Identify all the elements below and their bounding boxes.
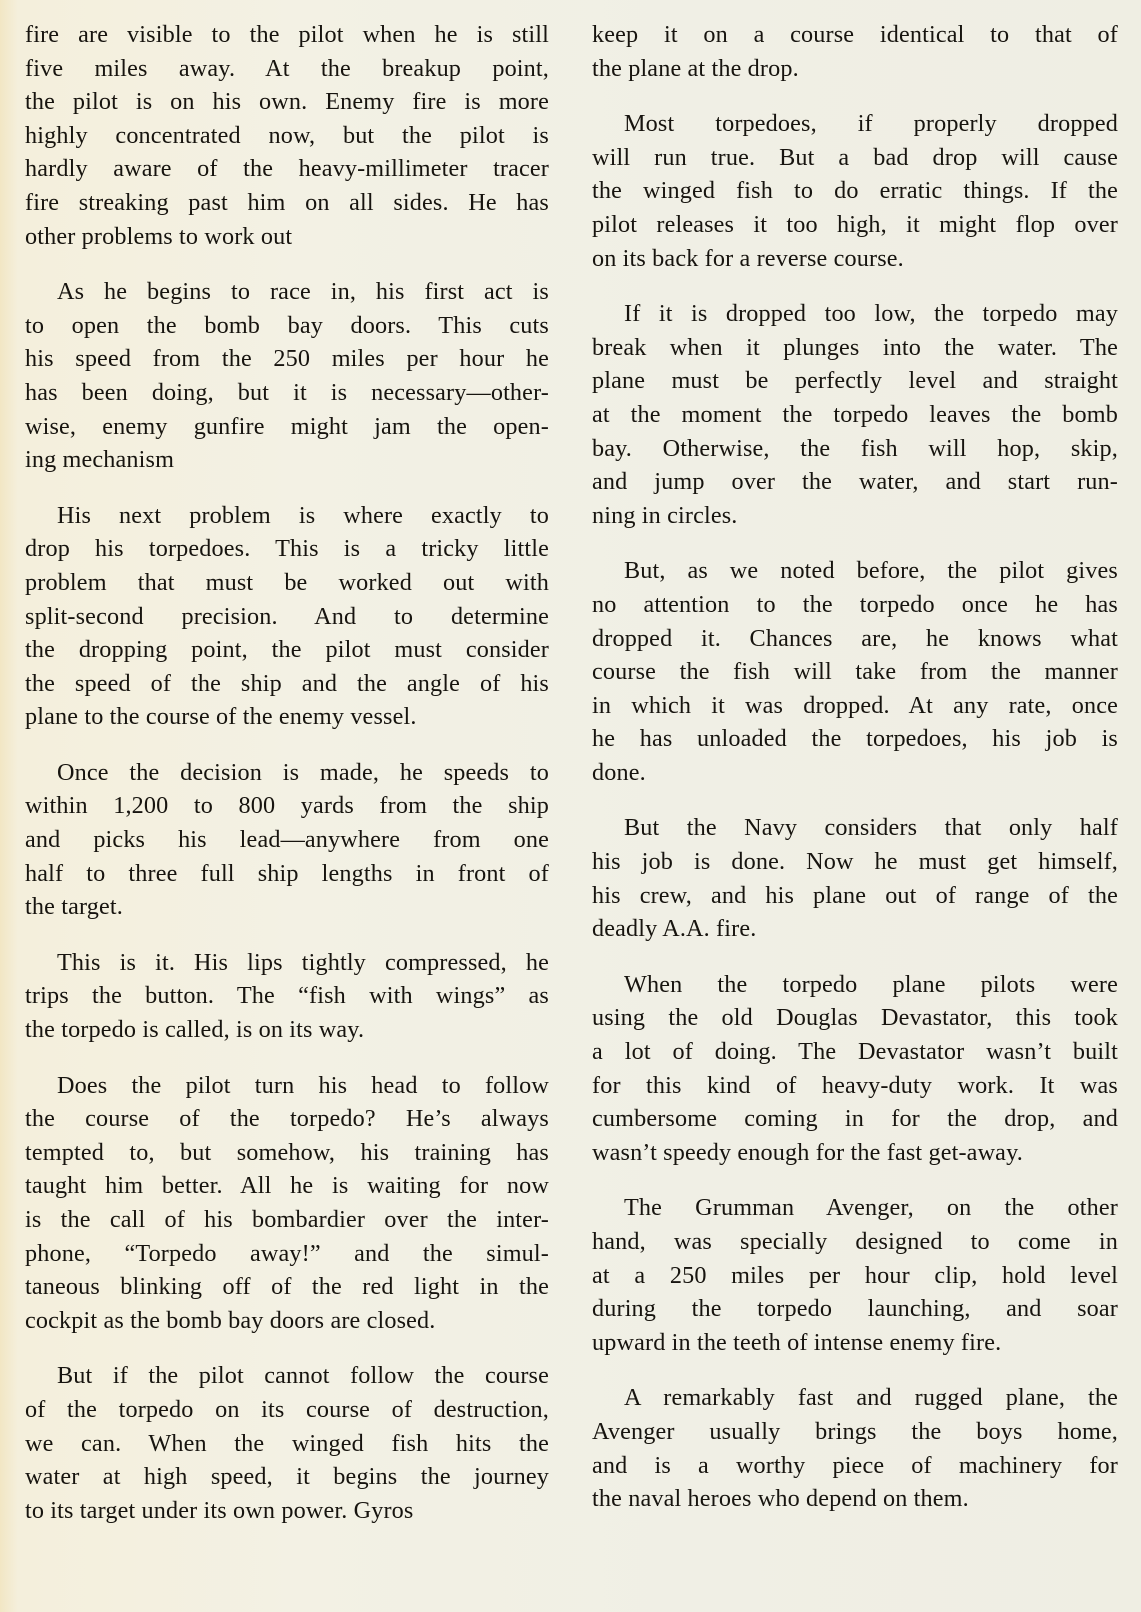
text-line: the target. — [25, 893, 123, 921]
text-line: wasn’t speedy enough for the fast get-away. — [592, 1138, 1023, 1166]
text-line: The Grumman Avenger, on the other — [624, 1194, 1118, 1222]
text-line: the speed of the ship and the angle of his — [25, 669, 549, 697]
text-line: This is it. His lips tightly compressed, he — [57, 948, 549, 976]
text-line: he has unloaded the torpedoes, his job is — [592, 725, 1118, 753]
text-line: the pilot is on his own. Enemy fire is more — [25, 88, 549, 116]
text-line: keep it on a course identical to that of — [592, 21, 1118, 48]
text-line: highly concentrated now, but the pilot is — [25, 121, 549, 149]
text-line: upward in the teeth of intense enemy fire. — [592, 1328, 1002, 1356]
text-line: for this kind of heavy-duty work. It was — [592, 1071, 1118, 1099]
text-line: at the moment the torpedo leaves the bomb — [592, 400, 1118, 428]
text-line: ning in circles. — [592, 501, 738, 529]
text-line: taught him better. All he is waiting for now — [25, 1172, 549, 1200]
article-paragraph — [592, 811, 1118, 945]
text-line: his crew, and his plane out of range of the — [592, 881, 1118, 909]
text-line: five miles away. At the breakup point, — [25, 54, 549, 82]
text-line: during the torpedo launching, and soar — [592, 1295, 1118, 1323]
text-line: wise, enemy gunfire might jam the open- — [25, 412, 549, 440]
text-line: A remarkably fast and rugged plane, the — [624, 1384, 1118, 1412]
text-line: is the call of his bombardier over the inter- — [25, 1206, 549, 1233]
right-column — [592, 18, 1118, 1516]
text-line: will run true. But a bad drop will cause — [592, 143, 1118, 171]
article-paragraph — [25, 499, 549, 734]
article-paragraph — [592, 968, 1118, 1170]
article-paragraph — [25, 756, 549, 924]
text-line: Most torpedoes, if properly dropped — [624, 110, 1118, 138]
text-line: and is a worthy piece of machinery for — [592, 1451, 1118, 1479]
text-line: His next problem is where exactly to — [57, 501, 549, 529]
text-line: done. — [592, 758, 646, 786]
article-paragraph — [592, 554, 1118, 789]
text-line: break when it plunges into the water. The — [592, 333, 1118, 361]
text-line: on its back for a reverse course. — [592, 244, 904, 272]
article-paragraph — [592, 1191, 1118, 1359]
text-line: plane to the course of the enemy vessel. — [25, 703, 417, 731]
text-line: ing mechanism — [25, 446, 175, 474]
text-line: the plane at the drop. — [592, 54, 799, 82]
article-paragraph — [25, 275, 549, 477]
text-line: trips the button. The “fish with wings” as — [25, 982, 549, 1010]
text-line: problem that must be worked out with — [25, 568, 549, 596]
text-line: Does the pilot turn his head to follow — [57, 1071, 549, 1099]
article-paragraph — [592, 1381, 1118, 1515]
text-line: But if the pilot cannot follow the course — [57, 1362, 549, 1390]
text-line: pilot releases it too high, it might flop over — [592, 210, 1118, 238]
text-line: hand, was specially designed to come in — [592, 1228, 1118, 1255]
text-line: and picks his lead—anywhere from one — [25, 826, 549, 854]
text-line: dropped it. Chances are, he knows what — [592, 624, 1118, 652]
article-paragraph — [25, 1069, 549, 1338]
text-line: half to three full ship lengths in front of — [25, 859, 549, 887]
text-line: cumbersome coming in for the drop, and — [592, 1105, 1118, 1133]
article-paragraph — [592, 18, 1118, 85]
text-line: and jump over the water, and start run- — [592, 468, 1118, 496]
text-line: plane must be perfectly level and straight — [592, 367, 1118, 395]
text-line: But, as we noted before, the pilot gives — [624, 557, 1118, 585]
left-column — [25, 18, 549, 1527]
text-line: Avenger usually brings the boys home, — [592, 1417, 1118, 1445]
text-line: the naval heroes who depend on them. — [592, 1485, 969, 1513]
text-line: bay. Otherwise, the fish will hop, skip, — [592, 434, 1118, 462]
text-line: As he begins to race in, his first act is — [57, 278, 549, 306]
text-line: his job is done. Now he must get himself, — [592, 848, 1118, 876]
text-line: to open the bomb bay doors. This cuts — [25, 311, 549, 339]
text-line: the course of the torpedo? He’s always — [25, 1105, 549, 1133]
text-line: the dropping point, the pilot must consider — [25, 636, 549, 664]
text-line: taneous blinking off of the red light in the — [25, 1273, 549, 1301]
text-line: using the old Douglas Devastator, this took — [592, 1004, 1118, 1032]
text-line: tempted to, but somehow, his training has — [25, 1138, 549, 1166]
article-paragraph — [592, 107, 1118, 275]
text-line: phone, “Torpedo away!” and the simul- — [25, 1239, 549, 1267]
text-line: his speed from the 250 miles per hour he — [25, 345, 549, 373]
article-paragraph — [592, 297, 1118, 532]
article-paragraph — [25, 946, 549, 1047]
article-paragraph — [25, 1359, 549, 1527]
text-line: cockpit as the bomb bay doors are closed. — [25, 1306, 436, 1334]
text-line: at a 250 miles per hour clip, hold level — [592, 1261, 1118, 1289]
article-paragraph — [25, 18, 549, 253]
text-line: When the torpedo plane pilots were — [624, 970, 1118, 998]
text-line: we can. When the winged fish hits the — [25, 1429, 549, 1457]
text-line: If it is dropped too low, the torpedo may — [624, 300, 1118, 328]
text-line: Once the decision is made, he speeds to — [57, 758, 549, 786]
text-line: course the fish will take from the manner — [592, 658, 1118, 686]
text-line: hardly aware of the heavy-millimeter tracer — [25, 155, 549, 183]
text-line: within 1,200 to 800 yards from the ship — [25, 792, 549, 820]
text-line: split-second precision. And to determine — [25, 602, 549, 630]
text-line: to its target under its own power. Gyros — [25, 1496, 414, 1524]
text-line: the winged fish to do erratic things. If the — [592, 177, 1118, 205]
text-line: fire are visible to the pilot when he is still — [25, 21, 549, 48]
text-line: of the torpedo on its course of destruction, — [25, 1395, 549, 1423]
text-line: the torpedo is called, is on its way. — [25, 1016, 365, 1044]
text-line: in which it was dropped. At any rate, once — [592, 691, 1118, 719]
text-line: drop his torpedoes. This is a tricky little — [25, 535, 549, 563]
text-line: other problems to work out — [25, 222, 293, 250]
text-line: water at high speed, it begins the journey — [25, 1463, 549, 1491]
text-line: has been doing, but it is necessary—other- — [25, 378, 549, 406]
text-line: fire streaking past him on all sides. He has — [25, 188, 549, 216]
text-line: a lot of doing. The Devastator wasn’t built — [592, 1038, 1118, 1066]
text-line: no attention to the torpedo once he has — [592, 590, 1118, 618]
text-line: But the Navy considers that only half — [624, 814, 1118, 842]
text-line: deadly A.A. fire. — [592, 915, 757, 943]
